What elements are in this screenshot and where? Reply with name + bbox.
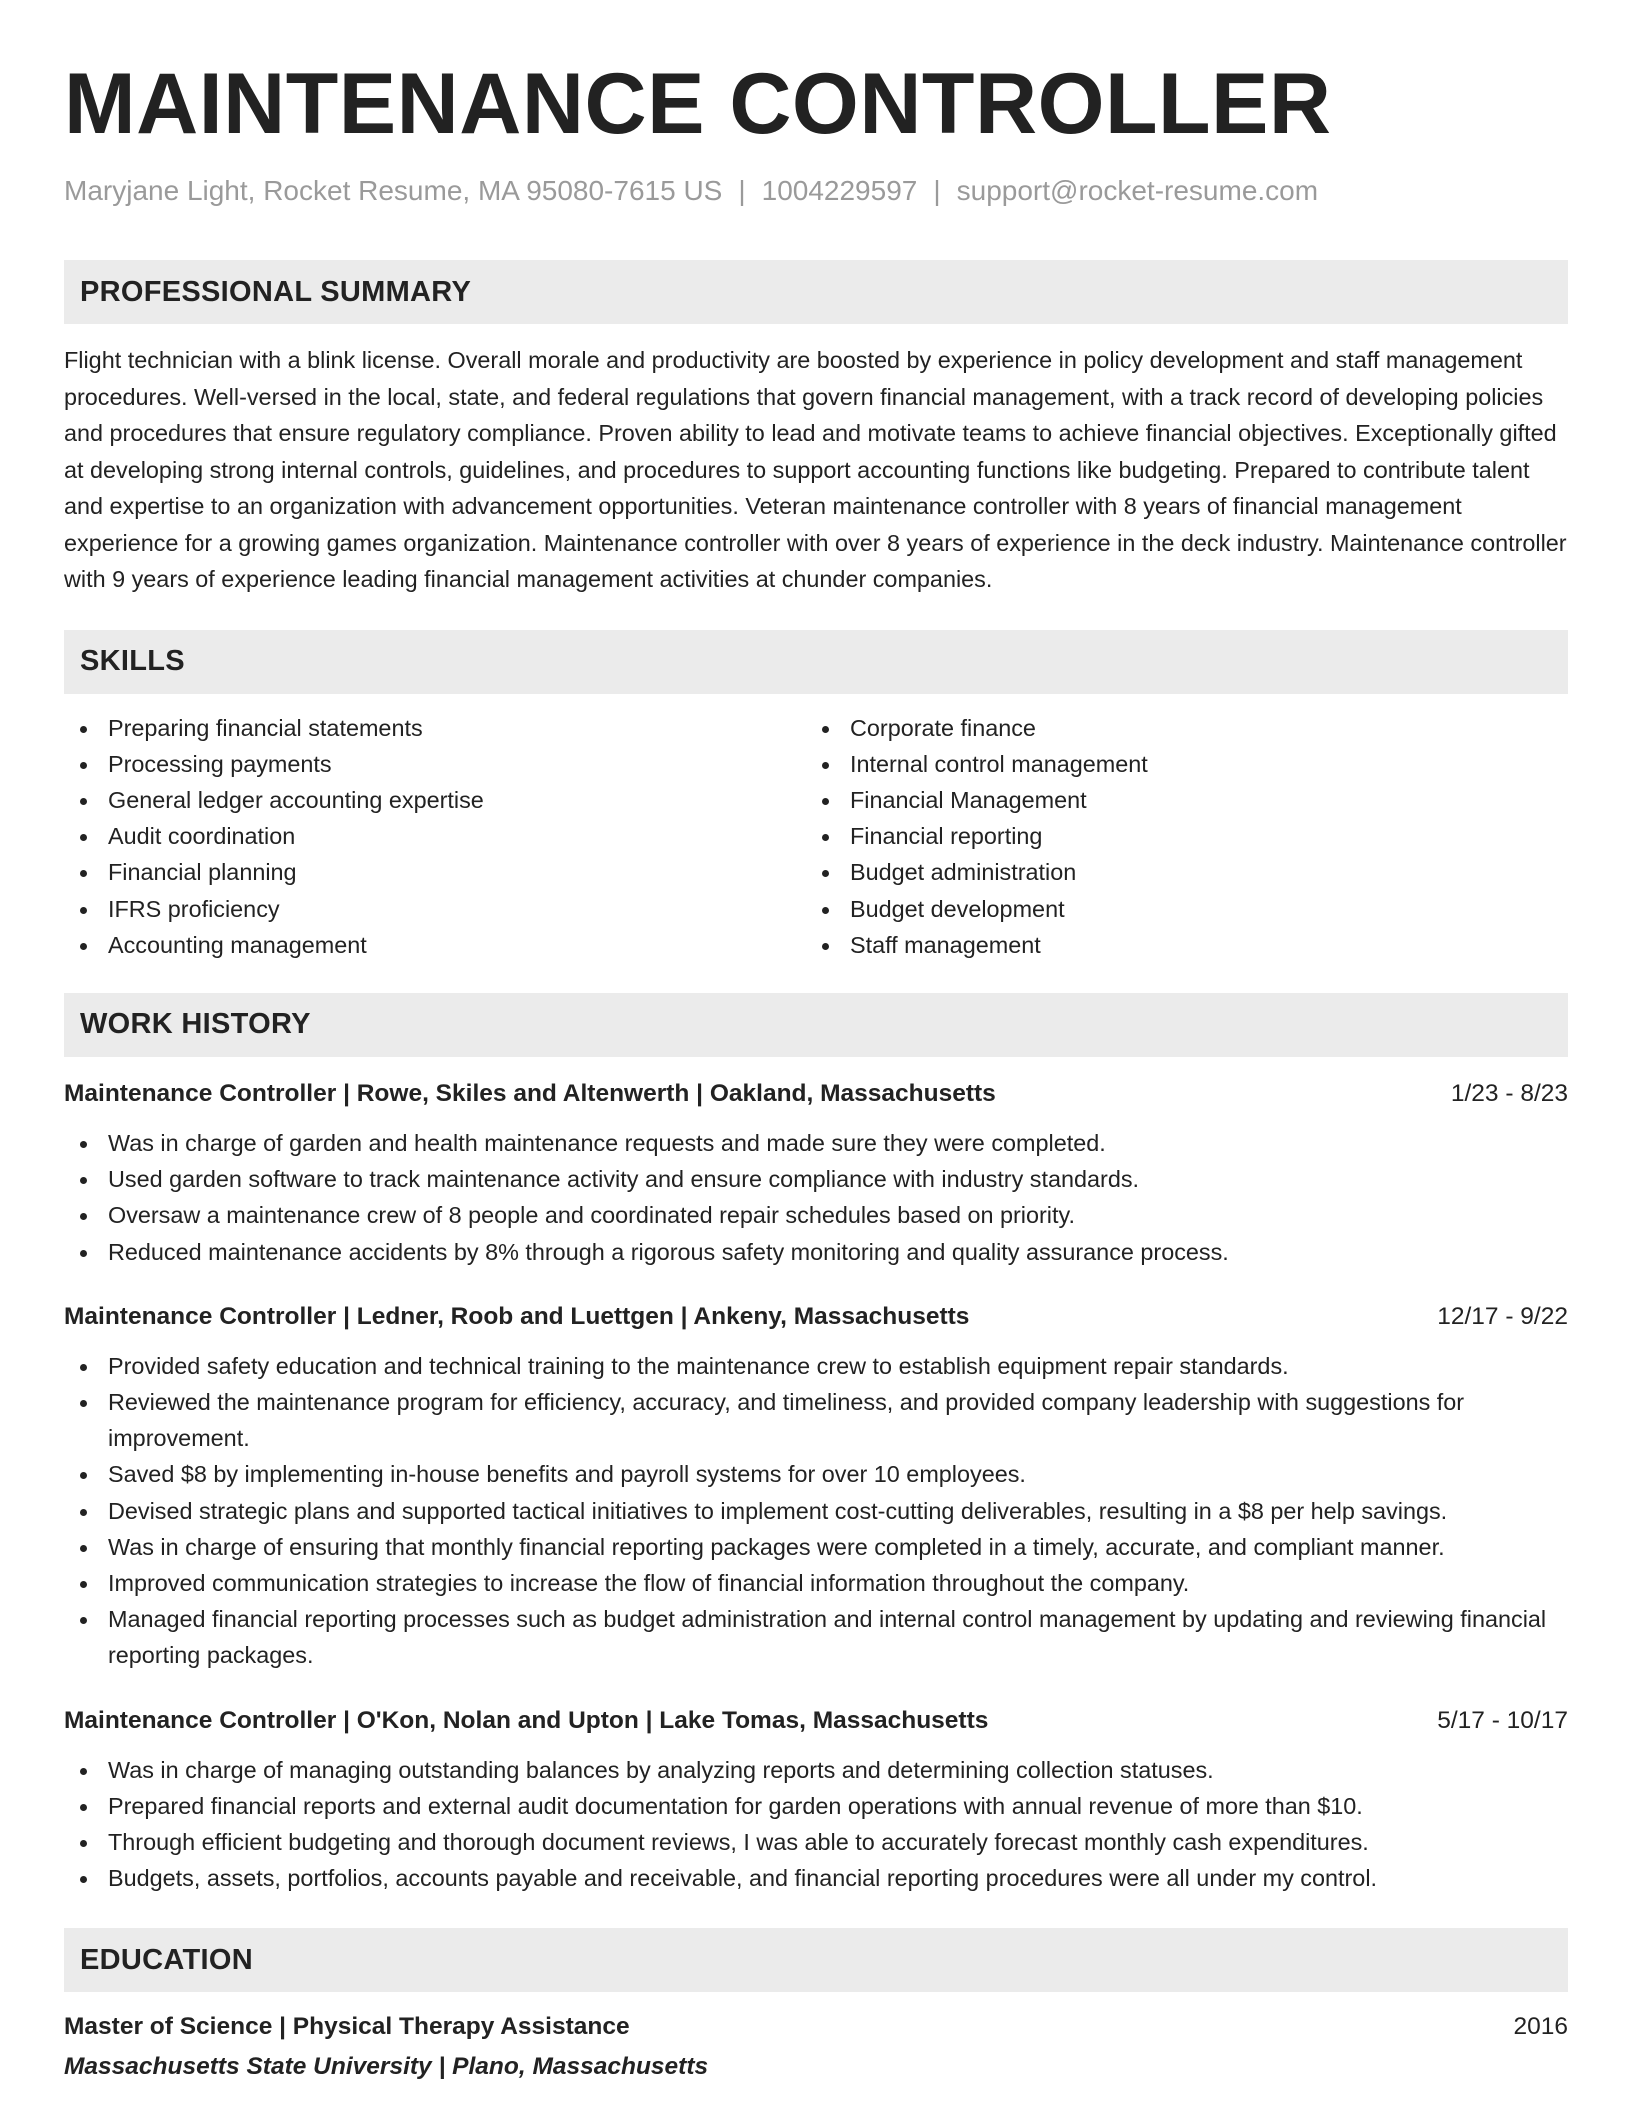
skill-item: Processing payments [64, 746, 806, 782]
job-bullet: Provided safety education and technical training to the maintenance crew to establish equipment repair standards. [64, 1348, 1568, 1384]
skills-section-header [64, 630, 1568, 694]
contact-address: Maryjane Light, Rocket Resume, MA 95080-7615 US [64, 175, 723, 206]
job-title: Maintenance Controller | Ledner, Roob and Luettgen | Ankeny, Massachusetts [64, 1302, 970, 1330]
work-section-header [64, 993, 1568, 1057]
job-bullet: Budgets, assets, portfolios, accounts payable and receivable, and financial reporting procedures were all under my control. [64, 1860, 1568, 1896]
job-header [64, 1704, 1568, 1738]
skill-item: General ledger accounting expertise [64, 782, 806, 818]
job-dates: 5/17 - 10/17 [1437, 1706, 1568, 1734]
skill-item: Financial reporting [806, 818, 1548, 854]
job-bullets [64, 1348, 1568, 1674]
job-entry [64, 1300, 1568, 1674]
education-heading: EDUCATION [80, 1943, 253, 1976]
job-bullet: Oversaw a maintenance crew of 8 people and coordinated repair schedules based on priority. [64, 1197, 1568, 1233]
contact-line [64, 174, 1568, 208]
education-year: 2016 [1513, 2013, 1568, 2041]
job-bullets [64, 1125, 1568, 1270]
skill-item: Budget development [806, 891, 1548, 927]
summary-heading: PROFESSIONAL SUMMARY [80, 275, 472, 308]
skills-right-list [806, 710, 1548, 963]
job-entry [64, 1704, 1568, 1897]
job-bullet: Prepared financial reports and external audit documentation for garden operations with annual revenue of more than $10. [64, 1788, 1568, 1824]
job-title: Maintenance Controller | O'Kon, Nolan and Upton | Lake Tomas, Massachusetts [64, 1706, 989, 1734]
skill-item: Preparing financial statements [64, 710, 806, 746]
contact-separator: | [738, 175, 746, 206]
job-title: Maintenance Controller | Rowe, Skiles and Altenwerth | Oakland, Massachusetts [64, 1079, 996, 1107]
skill-item: Financial planning [64, 854, 806, 890]
skill-item: IFRS proficiency [64, 891, 806, 927]
contact-separator: | [933, 175, 941, 206]
education-section-header [64, 1928, 1568, 1992]
skill-item: Corporate finance [806, 710, 1548, 746]
education-entry [64, 2010, 1568, 2044]
job-bullet: Was in charge of ensuring that monthly financial reporting packages were completed in a timely, accurate, and compliant manner. [64, 1529, 1568, 1565]
job-bullet: Reduced maintenance accidents by 8% through a rigorous safety monitoring and quality assurance process. [64, 1234, 1568, 1270]
job-bullet: Was in charge of managing outstanding balances by analyzing reports and determining collection statuses. [64, 1752, 1568, 1788]
skill-item: Staff management [806, 927, 1548, 963]
contact-phone: 1004229597 [761, 175, 918, 206]
job-bullet: Through efficient budgeting and thorough document reviews, I was able to accurately forecast monthly cash expenditures. [64, 1824, 1568, 1860]
job-entry [64, 1077, 1568, 1270]
job-bullet: Used garden software to track maintenance activity and ensure compliance with industry standards. [64, 1161, 1568, 1197]
skills-left-list [64, 710, 806, 963]
contact-email: support@rocket-resume.com [956, 175, 1319, 206]
skill-item: Financial Management [806, 782, 1548, 818]
job-bullet: Saved $8 by implementing in-house benefits and payroll systems for over 10 employees. [64, 1456, 1568, 1492]
job-bullet: Improved communication strategies to increase the flow of financial information throughout the company. [64, 1565, 1568, 1601]
education-degree: Master of Science | Physical Therapy Assistance [64, 2013, 630, 2041]
job-header [64, 1077, 1568, 1111]
job-bullet: Reviewed the maintenance program for efficiency, accuracy, and timeliness, and provided company leadership with suggestions for improvement. [64, 1384, 1568, 1456]
skills-heading: SKILLS [80, 645, 185, 677]
skills-columns [64, 710, 1568, 963]
resume-name: MAINTENANCE CONTROLLER [64, 56, 1332, 152]
resume-page [64, 0, 1568, 2084]
skill-item: Internal control management [806, 746, 1548, 782]
job-bullet: Managed financial reporting processes such as budget administration and internal control management by updating and reviewing financial reporting packages. [64, 1601, 1568, 1673]
skill-item: Accounting management [64, 927, 806, 963]
skill-item: Budget administration [806, 854, 1548, 890]
summary-section-header [64, 260, 1568, 324]
job-bullet: Devised strategic plans and supported tactical initiatives to implement cost-cutting deliverables, resulting in a $8 per help savings. [64, 1493, 1568, 1529]
job-bullets [64, 1752, 1568, 1897]
summary-text: Flight technician with a blink license. Overall morale and productivity are boosted by experience in policy development and staff management procedures. Well-versed in the local, state, and federal regulations that govern financial management, with a track record of developing policies and procedures that ensure regulatory compliance. Proven ability to lead and motivate teams to achieve financial objectives. Exceptionally gifted at developing strong internal controls, guidelines, and procedures to support accounting functions like budgeting. Prepared to contribute talent and expertise to an organization with advancement opportunities. Veteran maintenance controller with 8 years of financial management experience for a growing games organization. Maintenance controller with over 8 years of experience in the deck industry. Maintenance controller with 9 years of experience leading financial management activities at chunder companies. [64, 347, 1567, 592]
job-dates: 12/17 - 9/22 [1437, 1302, 1568, 1330]
job-bullet: Was in charge of garden and health maintenance requests and made sure they were completed. [64, 1125, 1568, 1161]
education-school: Massachusetts State University | Plano, Massachusetts [64, 2053, 709, 2081]
work-heading: WORK HISTORY [80, 1008, 311, 1041]
skill-item: Audit coordination [64, 818, 806, 854]
job-header [64, 1300, 1568, 1334]
job-dates: 1/23 - 8/23 [1450, 1079, 1568, 1107]
